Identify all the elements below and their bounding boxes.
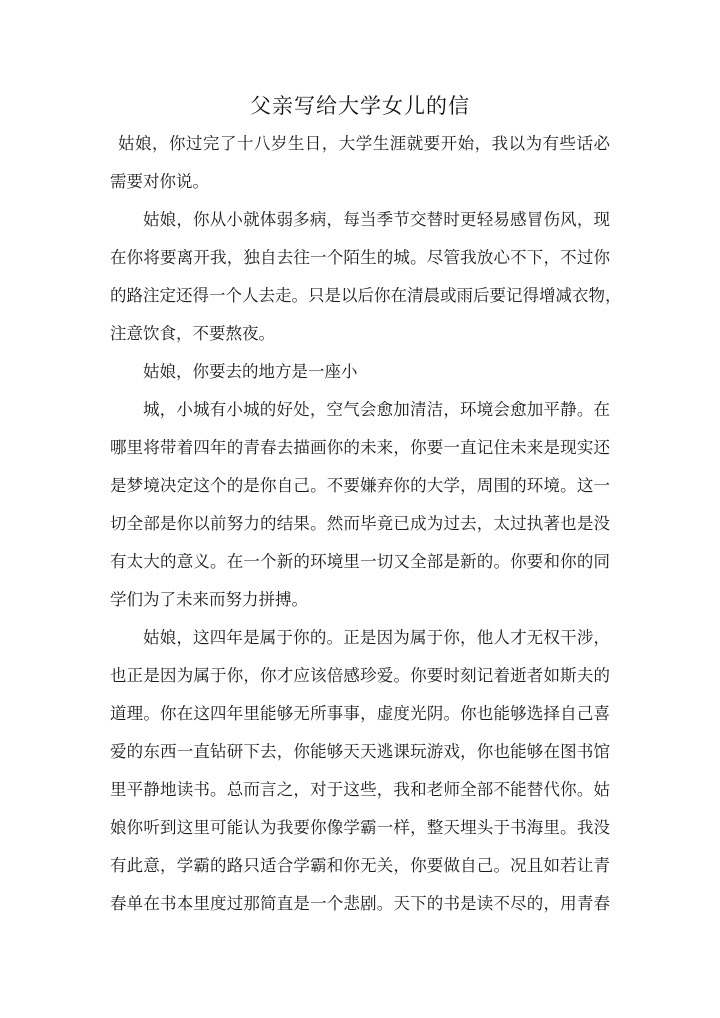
text-line: 春单在书本里度过那简直是一个悲剧。天下的书是读不尽的，用青春 — [110, 894, 610, 913]
document-title: 父亲写给大学女儿的信 — [250, 94, 470, 118]
text-line: 爱的东西一直钻研下去，你能够天天逃课玩游戏，你也能够在图书馆 — [110, 742, 610, 761]
text-line: 切全部是你以前努力的结果。然而毕竟已成为过去，太过执著也是没 — [110, 514, 610, 533]
text-line: 哪里将带着四年的青春去描画你的未来，你要一直记住未来是现实还 — [110, 438, 610, 457]
text-line: 城，小城有小城的好处，空气会愈加清洁，环境会愈加平静。在 — [143, 400, 610, 419]
text-line: 娘你听到这里可能认为我要你像学霸一样，整天埋头于书海里。我没 — [110, 818, 610, 837]
text-line: 也正是因为属于你，你才应该倍感珍爱。你要时刻记着逝者如斯夫的 — [110, 666, 610, 685]
text-line: 姑娘，你要去的地方是一座小 — [143, 362, 358, 381]
text-line: 需要对你说。 — [110, 172, 209, 191]
text-line: 是梦境决定这个的是你自己。不要嫌弃你的大学，周围的环境。这一 — [110, 476, 610, 495]
text-line: 姑娘，你从小就体弱多病，每当季节交替时更轻易感冒伤风，现 — [143, 210, 610, 229]
text-line: 的路注定还得一个人去走。只是以后你在清晨或雨后要记得增减衣物， — [110, 286, 622, 305]
text-line: 在你将要离开我，独自去往一个陌生的城。尽管我放心不下，不过你 — [110, 248, 610, 267]
text-line: 姑娘，你过完了十八岁生日，大学生涯就要开始，我以为有些话必 — [118, 134, 610, 153]
text-line: 里平静地读书。总而言之，对于这些，我和老师全部不能替代你。姑 — [110, 780, 610, 799]
text-line: 姑娘，这四年是属于你的。正是因为属于你，他人才无权干涉， — [143, 628, 610, 647]
text-line: 注意饮食，不要熬夜。 — [110, 324, 275, 343]
text-line: 有此意，学霸的路只适合学霸和你无关，你要做自己。况且如若让青 — [110, 856, 610, 875]
text-line: 有太大的意义。在一个新的环境里一切又全部是新的。你要和你的同 — [110, 552, 610, 571]
text-line: 学们为了未来而努力拼搏。 — [110, 590, 308, 609]
text-line: 道理。你在这四年里能够无所事事，虚度光阴。你也能够选择自己喜 — [110, 704, 610, 723]
